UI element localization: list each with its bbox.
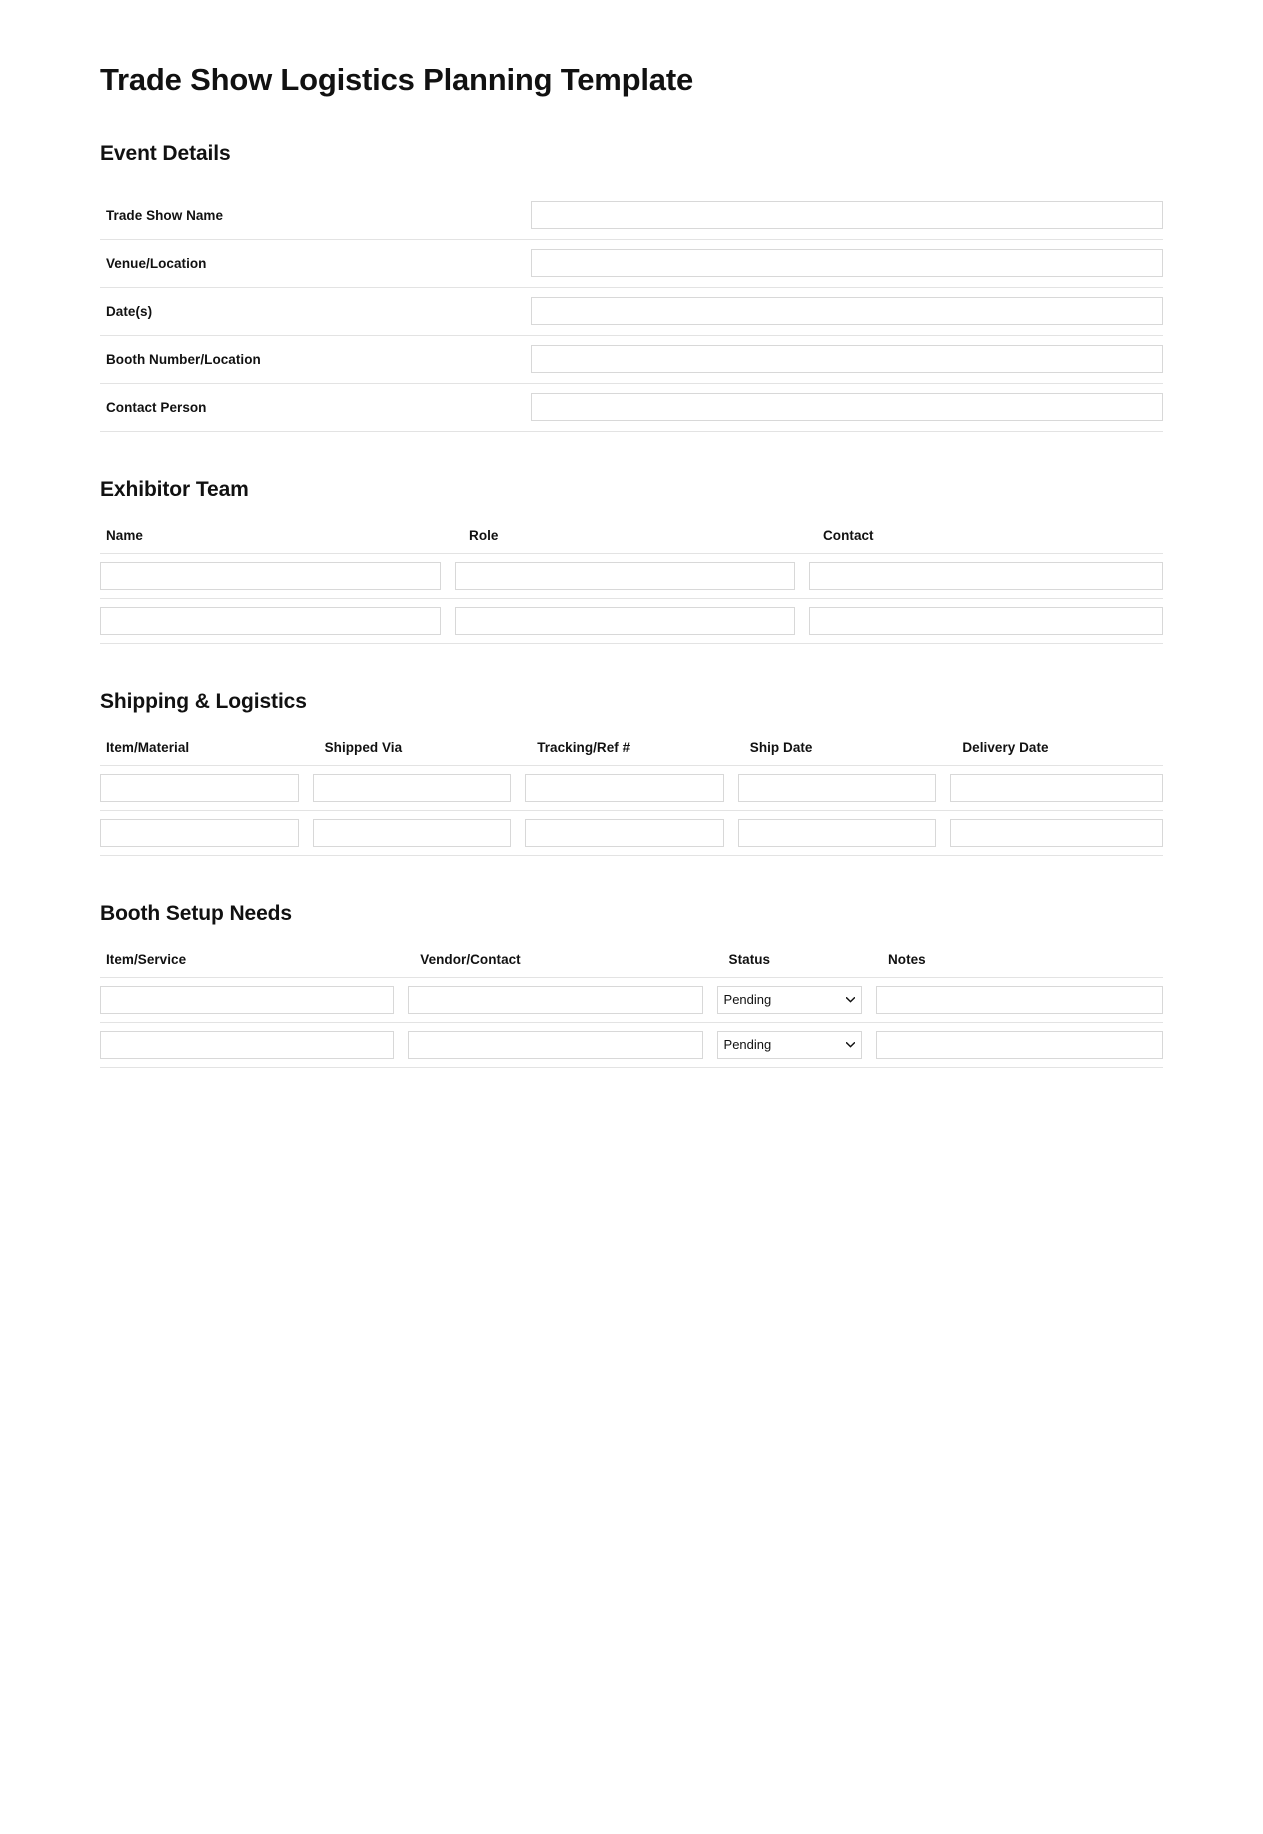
field-cell-dates: [531, 287, 1163, 335]
table-row: [100, 192, 1163, 240]
shipped-via-input-2[interactable]: [313, 819, 512, 847]
column-header-name: Name: [100, 528, 455, 554]
event-details-table: [100, 192, 1163, 432]
table-row: [100, 239, 1163, 287]
cell-shipped-via: [313, 765, 526, 810]
trade-show-name-input[interactable]: [531, 201, 1163, 229]
booth-status-select-2[interactable]: [717, 1031, 862, 1059]
section-title-booth-setup-needs: Booth Setup Needs: [100, 901, 292, 925]
exhibitor-team-table: [100, 528, 1163, 644]
delivery-date-input-1[interactable]: [950, 774, 1163, 802]
section-title-event-details: Event Details: [100, 141, 231, 165]
field-cell-trade-show-name: [531, 192, 1163, 240]
column-header-notes: Notes: [876, 952, 1163, 978]
booth-notes-input-1[interactable]: [876, 986, 1163, 1014]
table-row: [100, 287, 1163, 335]
team-role-input-1[interactable]: [455, 562, 795, 590]
cell-ship-item: [100, 765, 313, 810]
table-header-row: [100, 740, 1163, 766]
column-header-shipped-via: Shipped Via: [313, 740, 526, 766]
cell-team-name: [100, 598, 455, 643]
booth-notes-input-2[interactable]: [876, 1031, 1163, 1059]
team-name-input-2[interactable]: [100, 607, 441, 635]
dates-input[interactable]: [531, 297, 1163, 325]
table-row: [100, 383, 1163, 431]
cell-team-role: [455, 553, 809, 598]
cell-ship-item: [100, 810, 313, 855]
shipping-logistics-table: [100, 740, 1163, 856]
page-title: Trade Show Logistics Planning Template: [100, 62, 693, 97]
table-row: [100, 810, 1163, 855]
cell-shipped-via: [313, 810, 526, 855]
booth-status-select-1[interactable]: [717, 986, 862, 1014]
delivery-date-input-2[interactable]: [950, 819, 1163, 847]
column-header-delivery-date: Delivery Date: [950, 740, 1163, 766]
venue-location-input[interactable]: [531, 249, 1163, 277]
cell-booth-vendor: [408, 977, 716, 1022]
cell-team-contact: [809, 598, 1163, 643]
cell-booth-item: [100, 1022, 408, 1067]
cell-ship-date: [738, 765, 951, 810]
column-header-item-service: Item/Service: [100, 952, 408, 978]
cell-booth-status: [717, 1022, 876, 1067]
cell-team-contact: [809, 553, 1163, 598]
tracking-ref-input-2[interactable]: [525, 819, 724, 847]
booth-status-select-wrap-2: [717, 1031, 862, 1059]
cell-tracking-ref: [525, 765, 738, 810]
field-cell-booth-number-location: [531, 335, 1163, 383]
section-exhibitor-team: [100, 478, 1163, 644]
team-role-input-2[interactable]: [455, 607, 795, 635]
cell-tracking-ref: [525, 810, 738, 855]
cell-booth-item: [100, 977, 408, 1022]
table-row: [100, 765, 1163, 810]
shipped-via-input-1[interactable]: [313, 774, 512, 802]
team-name-input-1[interactable]: [100, 562, 441, 590]
cell-team-role: [455, 598, 809, 643]
cell-team-name: [100, 553, 455, 598]
ship-date-input-1[interactable]: [738, 774, 937, 802]
table-header-row: [100, 952, 1163, 978]
table-row: [100, 553, 1163, 598]
ship-date-input-2[interactable]: [738, 819, 937, 847]
booth-item-input-2[interactable]: [100, 1031, 394, 1059]
table-row: [100, 598, 1163, 643]
table-row: [100, 977, 1163, 1022]
contact-person-input[interactable]: [531, 393, 1163, 421]
field-label-trade-show-name: Trade Show Name: [106, 207, 224, 223]
section-shipping-logistics: [100, 690, 1163, 856]
table-row: [100, 1022, 1163, 1067]
cell-booth-vendor: [408, 1022, 716, 1067]
column-header-role: Role: [455, 528, 809, 554]
booth-status-select-wrap-1: [717, 986, 862, 1014]
tracking-ref-input-1[interactable]: [525, 774, 724, 802]
booth-item-input-1[interactable]: [100, 986, 394, 1014]
cell-booth-notes: [876, 1022, 1163, 1067]
cell-booth-status: [717, 977, 876, 1022]
field-cell-venue-location: [531, 239, 1163, 287]
column-header-item-material: Item/Material: [100, 740, 313, 766]
column-header-ship-date: Ship Date: [738, 740, 951, 766]
column-header-vendor-contact: Vendor/Contact: [408, 952, 716, 978]
column-header-contact: Contact: [809, 528, 1163, 554]
cell-delivery-date: [950, 765, 1163, 810]
booth-vendor-input-2[interactable]: [408, 1031, 702, 1059]
cell-delivery-date: [950, 810, 1163, 855]
field-label-booth-number-location: Booth Number/Location: [106, 351, 261, 367]
field-label-contact-person: Contact Person: [106, 399, 207, 415]
ship-item-input-2[interactable]: [100, 819, 299, 847]
cell-ship-date: [738, 810, 951, 855]
team-contact-input-2[interactable]: [809, 607, 1163, 635]
ship-item-input-1[interactable]: [100, 774, 299, 802]
field-label-venue-location: Venue/Location: [106, 255, 207, 271]
column-header-tracking-ref: Tracking/Ref #: [525, 740, 738, 766]
section-title-shipping-logistics: Shipping & Logistics: [100, 689, 307, 713]
column-header-status: Status: [717, 952, 876, 978]
booth-setup-table: [100, 952, 1163, 1068]
section-booth-setup-needs: [100, 902, 1163, 1068]
booth-number-location-input[interactable]: [531, 345, 1163, 373]
section-title-exhibitor-team: Exhibitor Team: [100, 477, 249, 501]
field-label-dates: Date(s): [106, 303, 153, 319]
team-contact-input-1[interactable]: [809, 562, 1163, 590]
section-event-details: [100, 142, 1163, 432]
booth-vendor-input-1[interactable]: [408, 986, 702, 1014]
table-header-row: [100, 528, 1163, 554]
field-cell-contact-person: [531, 383, 1163, 431]
cell-booth-notes: [876, 977, 1163, 1022]
table-row: [100, 335, 1163, 383]
